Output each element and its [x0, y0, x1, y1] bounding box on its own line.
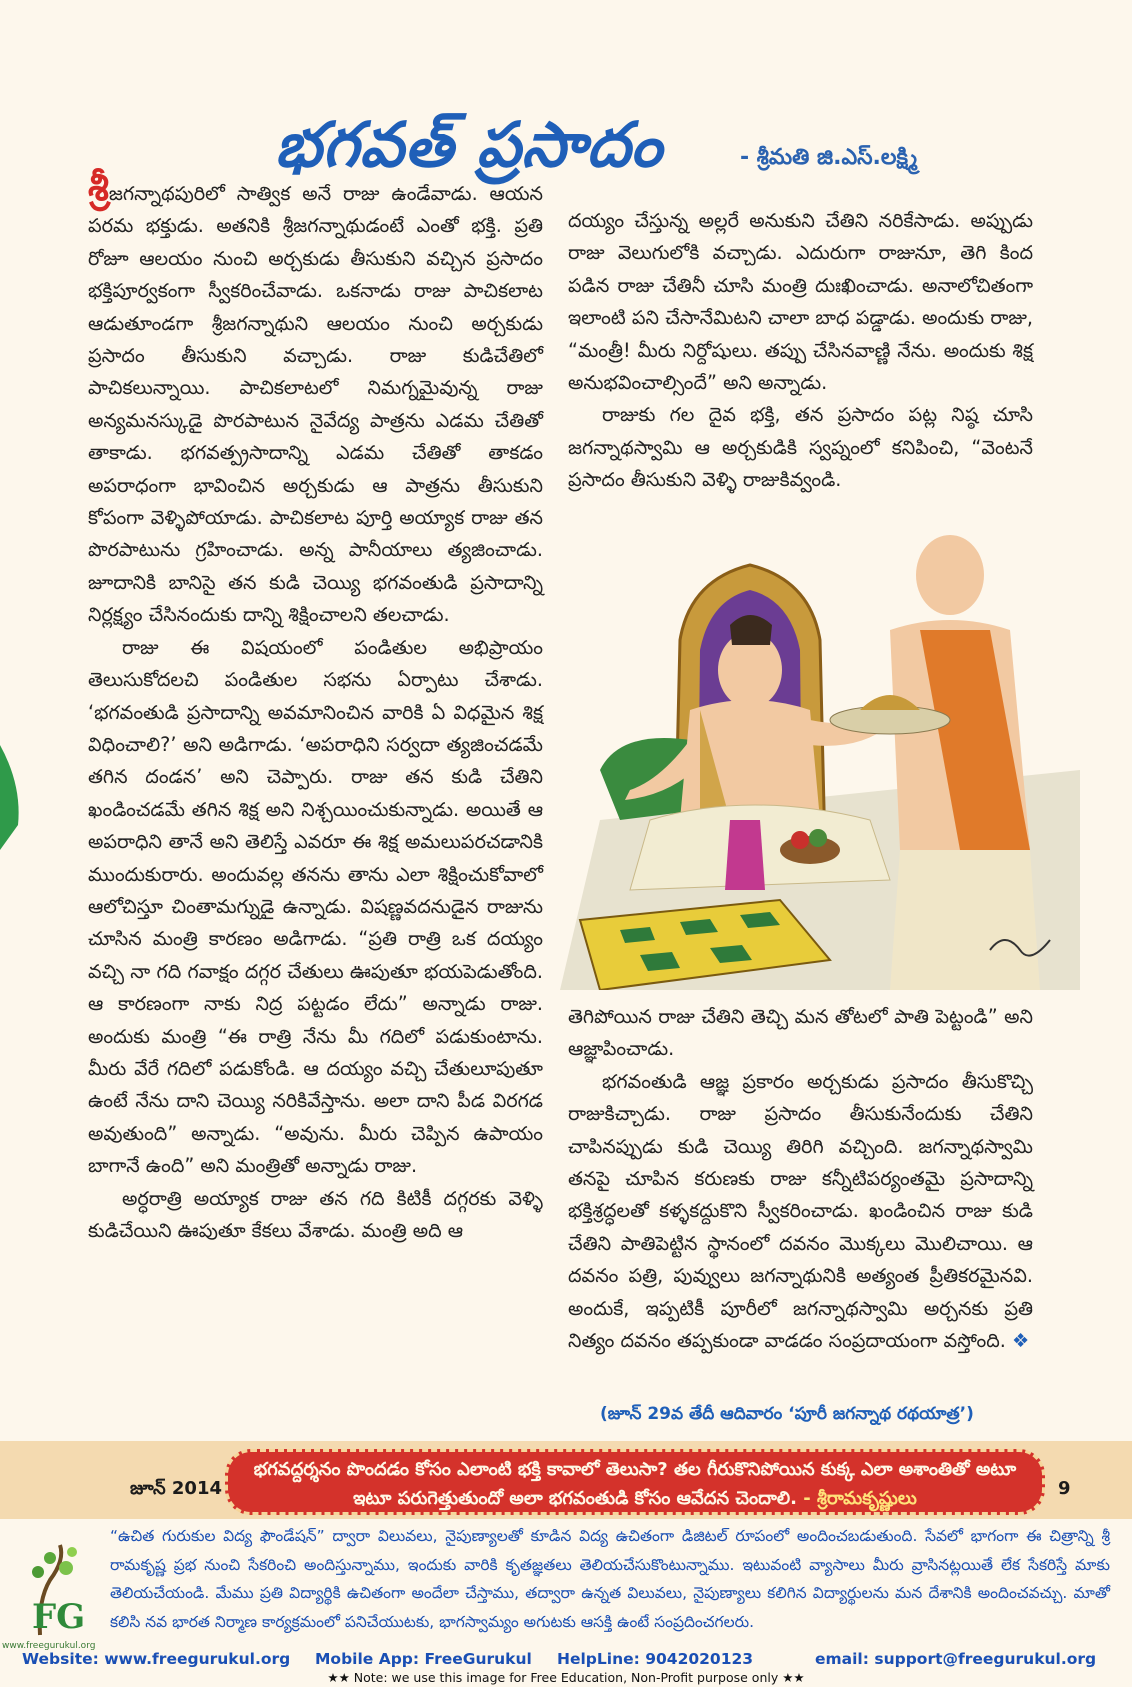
story-column-right-bottom: [568, 1001, 1033, 1357]
logo-site-tag: www.freegurukul.org: [2, 1641, 96, 1651]
email-link[interactable]: email: support@freegurukul.org: [815, 1650, 1097, 1668]
story-column-right-top: [568, 205, 1033, 497]
quote-box: [225, 1449, 1045, 1515]
website-link[interactable]: Website: www.freegurukul.org: [22, 1650, 291, 1668]
paragraph: దయ్యం చేస్తున్న అల్లరే అనుకుని చేతిని నరికేసాడు. అప్పుడు రాజు వెలుగులోకి వచ్చాడు. ఎదురుగా రాజునూ, తెగి కింద పడిన రాజు చేతినీ చూసి మంత్రి దుఃఖించాడు. అనాలోచితంగా ఇలాంటి పని చేసానేమిటని చాలా బాధ పడ్డాడు. అందుకు రాజు, “మంత్రీ! మీరు నిర్దోషులు. తప్పు చేసినవాణ్ణి నేను. అందుకు శిక్ష అనుభవించాల్సిందే” అని అన్నాడు.: [568, 209, 1033, 395]
author-name: - శ్రీమతి జి.ఎస్.లక్ష్మి: [740, 145, 918, 170]
paragraph: శ్రీజగన్నాథపురిలో సాత్విక అనే రాజు ఉండేవాడు. ఆయన పరమ భక్తుడు. అతనికి శ్రీజగన్నాథుడంటే ఎంతో భక్తి. ప్రతి రోజూ ఆలయం నుంచి అర్చకుడు తీసుకుని వచ్చిన ప్రసాదం భక్తిపూర్వకంగా స్వీకరించేవాడు. ఒకనాడు రాజు పాచికలాట ఆడుతూండగా శ్రీజగన్నాథుని ఆలయం నుంచి అర్చకుడు ప్రసాదం తీసుకుని వచ్చాడు. రాజు కుడిచేతిలో పాచికలున్నాయి. పాచికలాటలో నిమగ్నమైవున్న రాజు అన్యమనస్కుడై పొరపాటున నైవేద్య పాత్రను ఎడమ చేతితో తాకాడు. భగవత్ప్రసాదాన్ని ఎడమ చేతితో తాకడం అపరాధంగా భావించిన అర్చకుడు ఆ పాత్రను తీసుకుని కోపంగా వెళ్ళిపోయాడు. పాచికలాట పూర్తి అయ్యాక రాజు తన పొరపాటును గ్రహించాడు. అన్న పానీయాలు త్యజించాడు. జూదానికి బానిసై తన కుడి చెయ్యి భగవంతుడి ప్రసాదాన్ని నిర్లక్ష్యం చేసినందుకు దాన్ని శిక్షించాలని తలచాడు.: [88, 165, 543, 627]
usage-note: ★★ Note: we use this image for Free Education, Non-Profit purpose only ★★: [327, 1670, 805, 1685]
quote-text: భగవద్దర్శనం పొందడం కోసం ఎలాంటి భక్తి కావాలో తెలుసా? తల గీరుకొనిపోయిన కుక్క ఎలా అశాంతితో అటూ ఇటూ పరుగెత్తుతుందో అలా భగవంతుడి కోసం ఆవేదన చెందాలి.: [253, 1459, 1017, 1509]
story-title: భగవత్ ప్రసాదం: [275, 108, 663, 181]
contact-bar: [0, 1650, 1132, 1672]
paragraph: అర్ధరాత్రి అయ్యాక రాజు తన గది కిటికీ దగ్గరకు వెళ్ళి కుడిచేయిని ఊపుతూ కేకలు వేశాడు. మంత్రి అది ఆ: [88, 1186, 543, 1242]
rathayatra-note: (జూన్ 29వ తేదీ ఆదివారం ‘పూరీ జగన్నాథ రథయాత్ర’): [600, 1404, 974, 1424]
paragraph: రాజు ఈ విషయంలో పండితుల అభిప్రాయం తెలుసుకోదలచి పండితుల సభను ఏర్పాటు చేశాడు. ‘భగవంతుడి ప్రసాదాన్ని అవమానించిన వారికి ఏ విధమైన శిక్ష విధించాలి?’ అని అడిగాడు. ‘అపరాధిని సర్వదా త్యజించడమే తగిన దండన’ అని చెప్పారు. రాజు తన కుడి చేతిని ఖండించడమే తగిన శిక్ష అని నిశ్చయించుకున్నాడు. అయితే ఆ అపరాధిని తానే అని తెలిస్తే ఎవరూ ఈ శిక్ష అమలుపరచడానికి ముందుకురారు. అందువల్ల తనను తాను ఎలా శిక్షించుకోవాలో ఆలోచిస్తూ చింతామగ్నుడై ఉన్నాడు. విషణ్ణవదనుడైన రాజును చూసిన మంత్రి కారణం అడిగాడు. “ప్రతి రాత్రి ఒక దయ్యం వచ్చి నా గది గవాక్షం దగ్గర చేతులు ఊపుతూ భయపెడుతోంది. ఆ కారణంగా నాకు నిద్ర పట్టడం లేదు” అన్నాడు రాజు. అందుకు మంత్రి “ఈ రాత్రి నేను మీ గదిలో పడుకుంటాను. మీరు వేరే గదిలో పడుకోండి. ఆ దయ్యం వచ్చి చేతులూపుతూ ఉంటే నేను దాని చెయ్యి నరికివేస్తాను. అలా దాని పీడ విరగడ అవుతుంది” అన్నాడు. “అవును. మీరు చెప్పిన ఉపాయం బాగానే ఉంది” అని మంత్రితో అన్నాడు రాజు.: [88, 635, 543, 1178]
end-mark: ❖: [1012, 1329, 1030, 1353]
paragraph: భగవంతుడి ఆజ్ఞ ప్రకారం అర్చకుడు ప్రసాదం తీసుకొచ్చి రాజుకిచ్చాడు. రాజు ప్రసాదం తీసుకునేందుకు చేతిని చాపినప్పుడు కుడి చెయ్యి తిరిగి వచ్చింది. జగన్నాథస్వామి తనపై చూపిన కరుణకు రాజు కన్నీటిపర్యంతమై ప్రసాదాన్ని భక్తిశ్రద్ధలతో కళ్ళకద్దుకొని స్వీకరించాడు. ఖండించిన రాజు కుడి చేతిని పాతిపెట్టిన స్థానంలో దవనం మొక్కలు మొలిచాయి. ఆ దవనం పత్రి, పువ్వులు జగన్నాథునికి అత్యంత ప్రీతికరమైనవి. అందుకే, ఇప్పటికీ పూరీలో జగన్నాథస్వామి అర్చనకు ప్రతి నిత్యం దవనం తప్పకుండా వాడడం సంప్రదాయంగా వస్తోంది. ❖: [568, 1069, 1033, 1353]
drop-cap: శ్రీ: [88, 165, 109, 209]
mobile-app-link[interactable]: Mobile App: FreeGurukul: [315, 1650, 532, 1668]
paragraph: రాజుకు గల దైవ భక్తి, తన ప్రసాదం పట్ల నిష్ఠ చూసి జగన్నాథస్వామి ఆ అర్చకుడికి స్వప్నంలో కనిపించి, “వెంటనే ప్రసాదం తీసుకుని వెళ్ళి రాజుకివ్వండి.: [568, 403, 1033, 492]
freegurukul-logo: [10, 1540, 110, 1640]
quote-author: - శ్రీరామకృష్ణులు: [803, 1488, 917, 1509]
helpline-number[interactable]: HelpLine: 9042020123: [557, 1650, 754, 1668]
page-number: 9: [1058, 1478, 1071, 1499]
story-column-left: [88, 165, 543, 1247]
foundation-note: “ఉచిత గురుకుల విద్య ఫౌండేషన్” ద్వారా విలువలు, నైపుణ్యాలతో కూడిన విద్య ఉచితంగా డిజిటల్ రూపంలో అందించబడుతుంది. సేవలో భాగంగా ఈ చిత్రాన్ని శ్రీ రామకృష్ణ ప్రభ నుంచి సేకరించి అందిస్తున్నాము, ఇందుకు వారికి కృతజ్ఞతలు తెలియచేసుకొంటున్నాము. ఇటువంటి వ్యాసాలు మీరు వ్రాసినట్లయితే లేక సేకరిస్తే మాకు తెలియచేయండి. మేము ప్రతి విద్యార్థికి ఉచితంగా అందేలా చేస్తాము, తద్వారా ఉన్నత విలువలు, నైపుణ్యాలు కలిగిన విద్యార్థులను మన దేశానికి అందించవచ్చు. మాతో కలిసి నవ భారత నిర్మాణ కార్యక్రమంలో పనిచేయుటకు, భాగస్వామ్యం అగుటకు ఆసక్తి ఉంటే సంప్రదించగలరు.: [110, 1527, 1110, 1631]
issue-date: జూన్ 2014: [130, 1478, 223, 1499]
logo-letters: FG: [32, 1597, 86, 1637]
paragraph: తెగిపోయిన రాజు చేతిని తెచ్చి మన తోటలో పాతి పెట్టండి” అని ఆజ్ఞాపించాడు.: [568, 1005, 1033, 1061]
king-priest-illustration: [560, 520, 1080, 990]
left-edge-decoration: [0, 745, 22, 850]
